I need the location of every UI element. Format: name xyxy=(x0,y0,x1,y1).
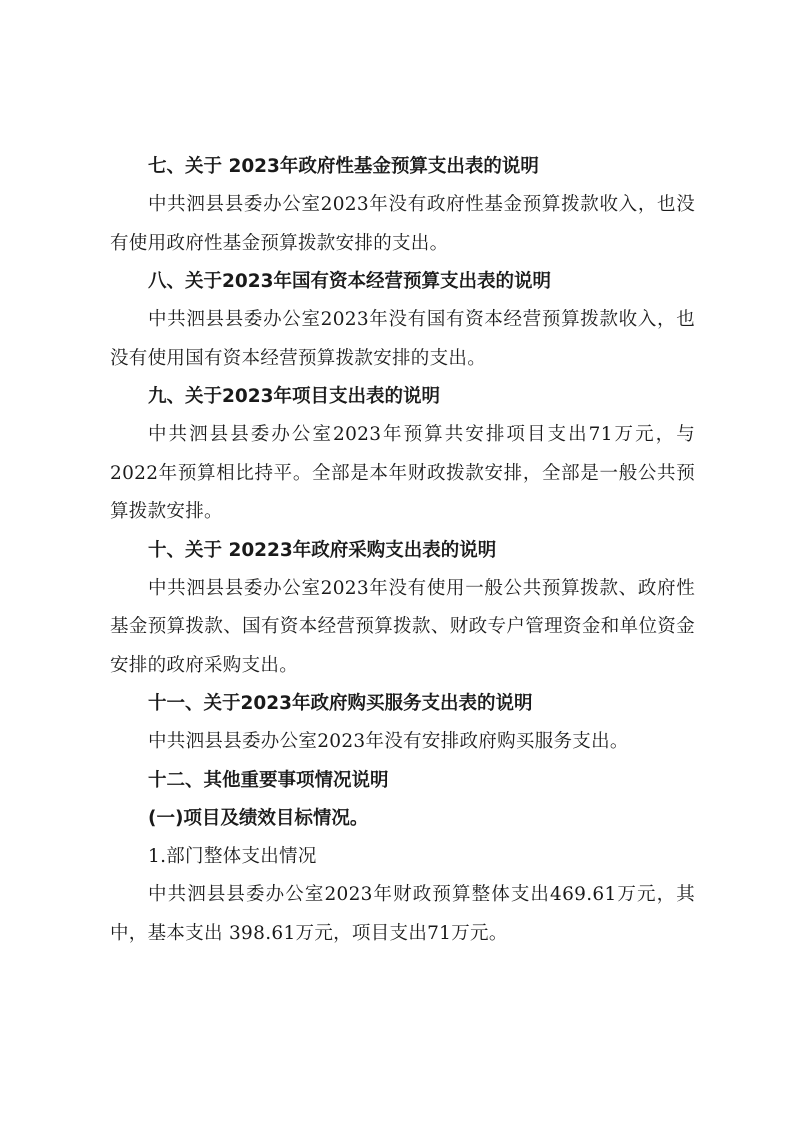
section-10-heading: 十、关于 20223年政府采购支出表的说明 xyxy=(148,539,497,561)
section-8-body: 中共泗县县委办公室2023年没有国有资本经营预算拨款收入，也没有使用国有资本经营预算拨款安排的支出。 xyxy=(110,309,695,369)
section-7-body: 中共泗县县委办公室2023年没有政府性基金预算拨款收入，也没有使用政府性基金预算拨款安排的支出。 xyxy=(110,194,695,254)
section-11-heading: 十一、关于2023年政府购买服务支出表的说明 xyxy=(148,693,533,714)
section-7-heading: 七、关于 2023年政府性基金预算支出表的说明 xyxy=(148,156,539,177)
section-12-heading: 十二、其他重要事项情况说明 xyxy=(148,769,389,791)
section-12-subheading: (一)项目及绩效目标情况。 xyxy=(148,807,369,829)
section-10-body: 中共泗县县委办公室2023年没有使用一般公共预算拨款、政府性基金预算拨款、国有资本经营预算拨款、财政专户管理资金和单位资金安排的政府采购支出。 xyxy=(110,577,695,676)
section-11-body: 中共泗县县委办公室2023年没有安排政府购买服务支出。 xyxy=(148,731,629,752)
section-12-item-1-title: 1.部门整体支出情况 xyxy=(148,845,317,867)
section-9-heading: 九、关于2023年项目支出表的说明 xyxy=(148,386,440,407)
section-12-item-1-body: 中共泗县县委办公室2023年财政预算整体支出469.61万元，其中，基本支出 398.61万元，项目支出71万元。 xyxy=(110,884,695,944)
section-9-body: 中共泗县县委办公室2023年预算共安排项目支出71万元，与2022年预算相比持平。全部是本年财政拨款安排，全部是一般公共预算拨款安排。 xyxy=(110,424,695,522)
section-8-heading: 八、关于2023年国有资本经营预算支出表的说明 xyxy=(148,271,551,292)
document-page xyxy=(110,148,695,953)
